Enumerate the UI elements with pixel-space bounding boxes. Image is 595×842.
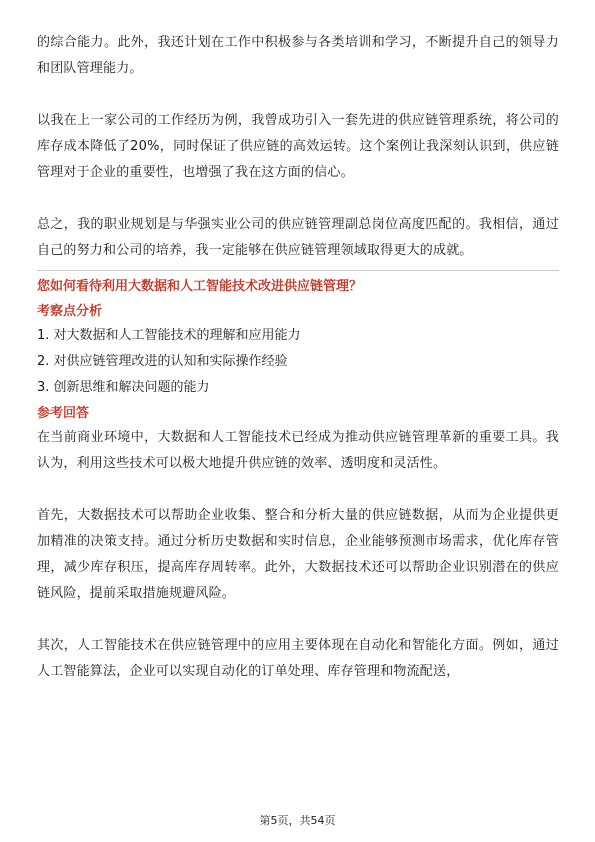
- question-heading: 您如何看待利用大数据和人工智能技术改进供应链管理？: [37, 279, 363, 294]
- section-divider: [37, 270, 559, 271]
- page-number: 第5页，共54页: [259, 814, 336, 827]
- paragraph: 在当前商业环境中，大数据和人工智能技术已经成为推动供应链管理革新的重要工具。我认为，利用这些技术可以极大地提升供应链的效率、透明度和灵活性。: [37, 430, 559, 471]
- answer-title: 参考回答: [37, 406, 90, 421]
- paragraph: 总之，我的职业规划是与华强实业公司的供应链管理副总岗位高度匹配的。我相信，通过自己的努力和公司的培养，我一定能够在供应链管理领域取得更大的成就。: [37, 217, 559, 258]
- list-item: 3. 创新思维和解决问题的能力: [37, 380, 210, 395]
- paragraph: 的综合能力。此外，我还计划在工作中积极参与各类培训和学习，不断提升自己的领导力和团队管理能力。: [37, 35, 559, 76]
- list-item: 2. 对供应链管理改进的认知和实际操作经验: [37, 354, 288, 369]
- paragraph: 其次，人工智能技术在供应链管理中的应用主要体现在自动化和智能化方面。例如，通过人工智能算法，企业可以实现自动化的订单处理、库存管理和物流配送，: [37, 638, 559, 679]
- list-item: 1. 对大数据和人工智能技术的理解和应用能力: [37, 328, 301, 343]
- paragraph: 首先，大数据技术可以帮助企业收集、整合和分析大量的供应链数据，从而为企业提供更加精准的决策支持。通过分析历史数据和实时信息，企业能够预测市场需求，优化库存管理，减少库存积压，提高库存周转率。此外，大数据技术还可以帮助企业识别潜在的供应链风险，提前采取措施规避风险。: [37, 508, 559, 601]
- document-page: [37, 30, 559, 685]
- paragraph: 以我在上一家公司的工作经历为例，我曾成功引入一套先进的供应链管理系统，将公司的库存成本降低了20%，同时保证了供应链的高效运转。这个案例让我深刻认识到，供应链管理对于企业的重要性，也增强了我在这方面的信心。: [37, 113, 559, 180]
- analysis-title: 考察点分析: [37, 304, 103, 319]
